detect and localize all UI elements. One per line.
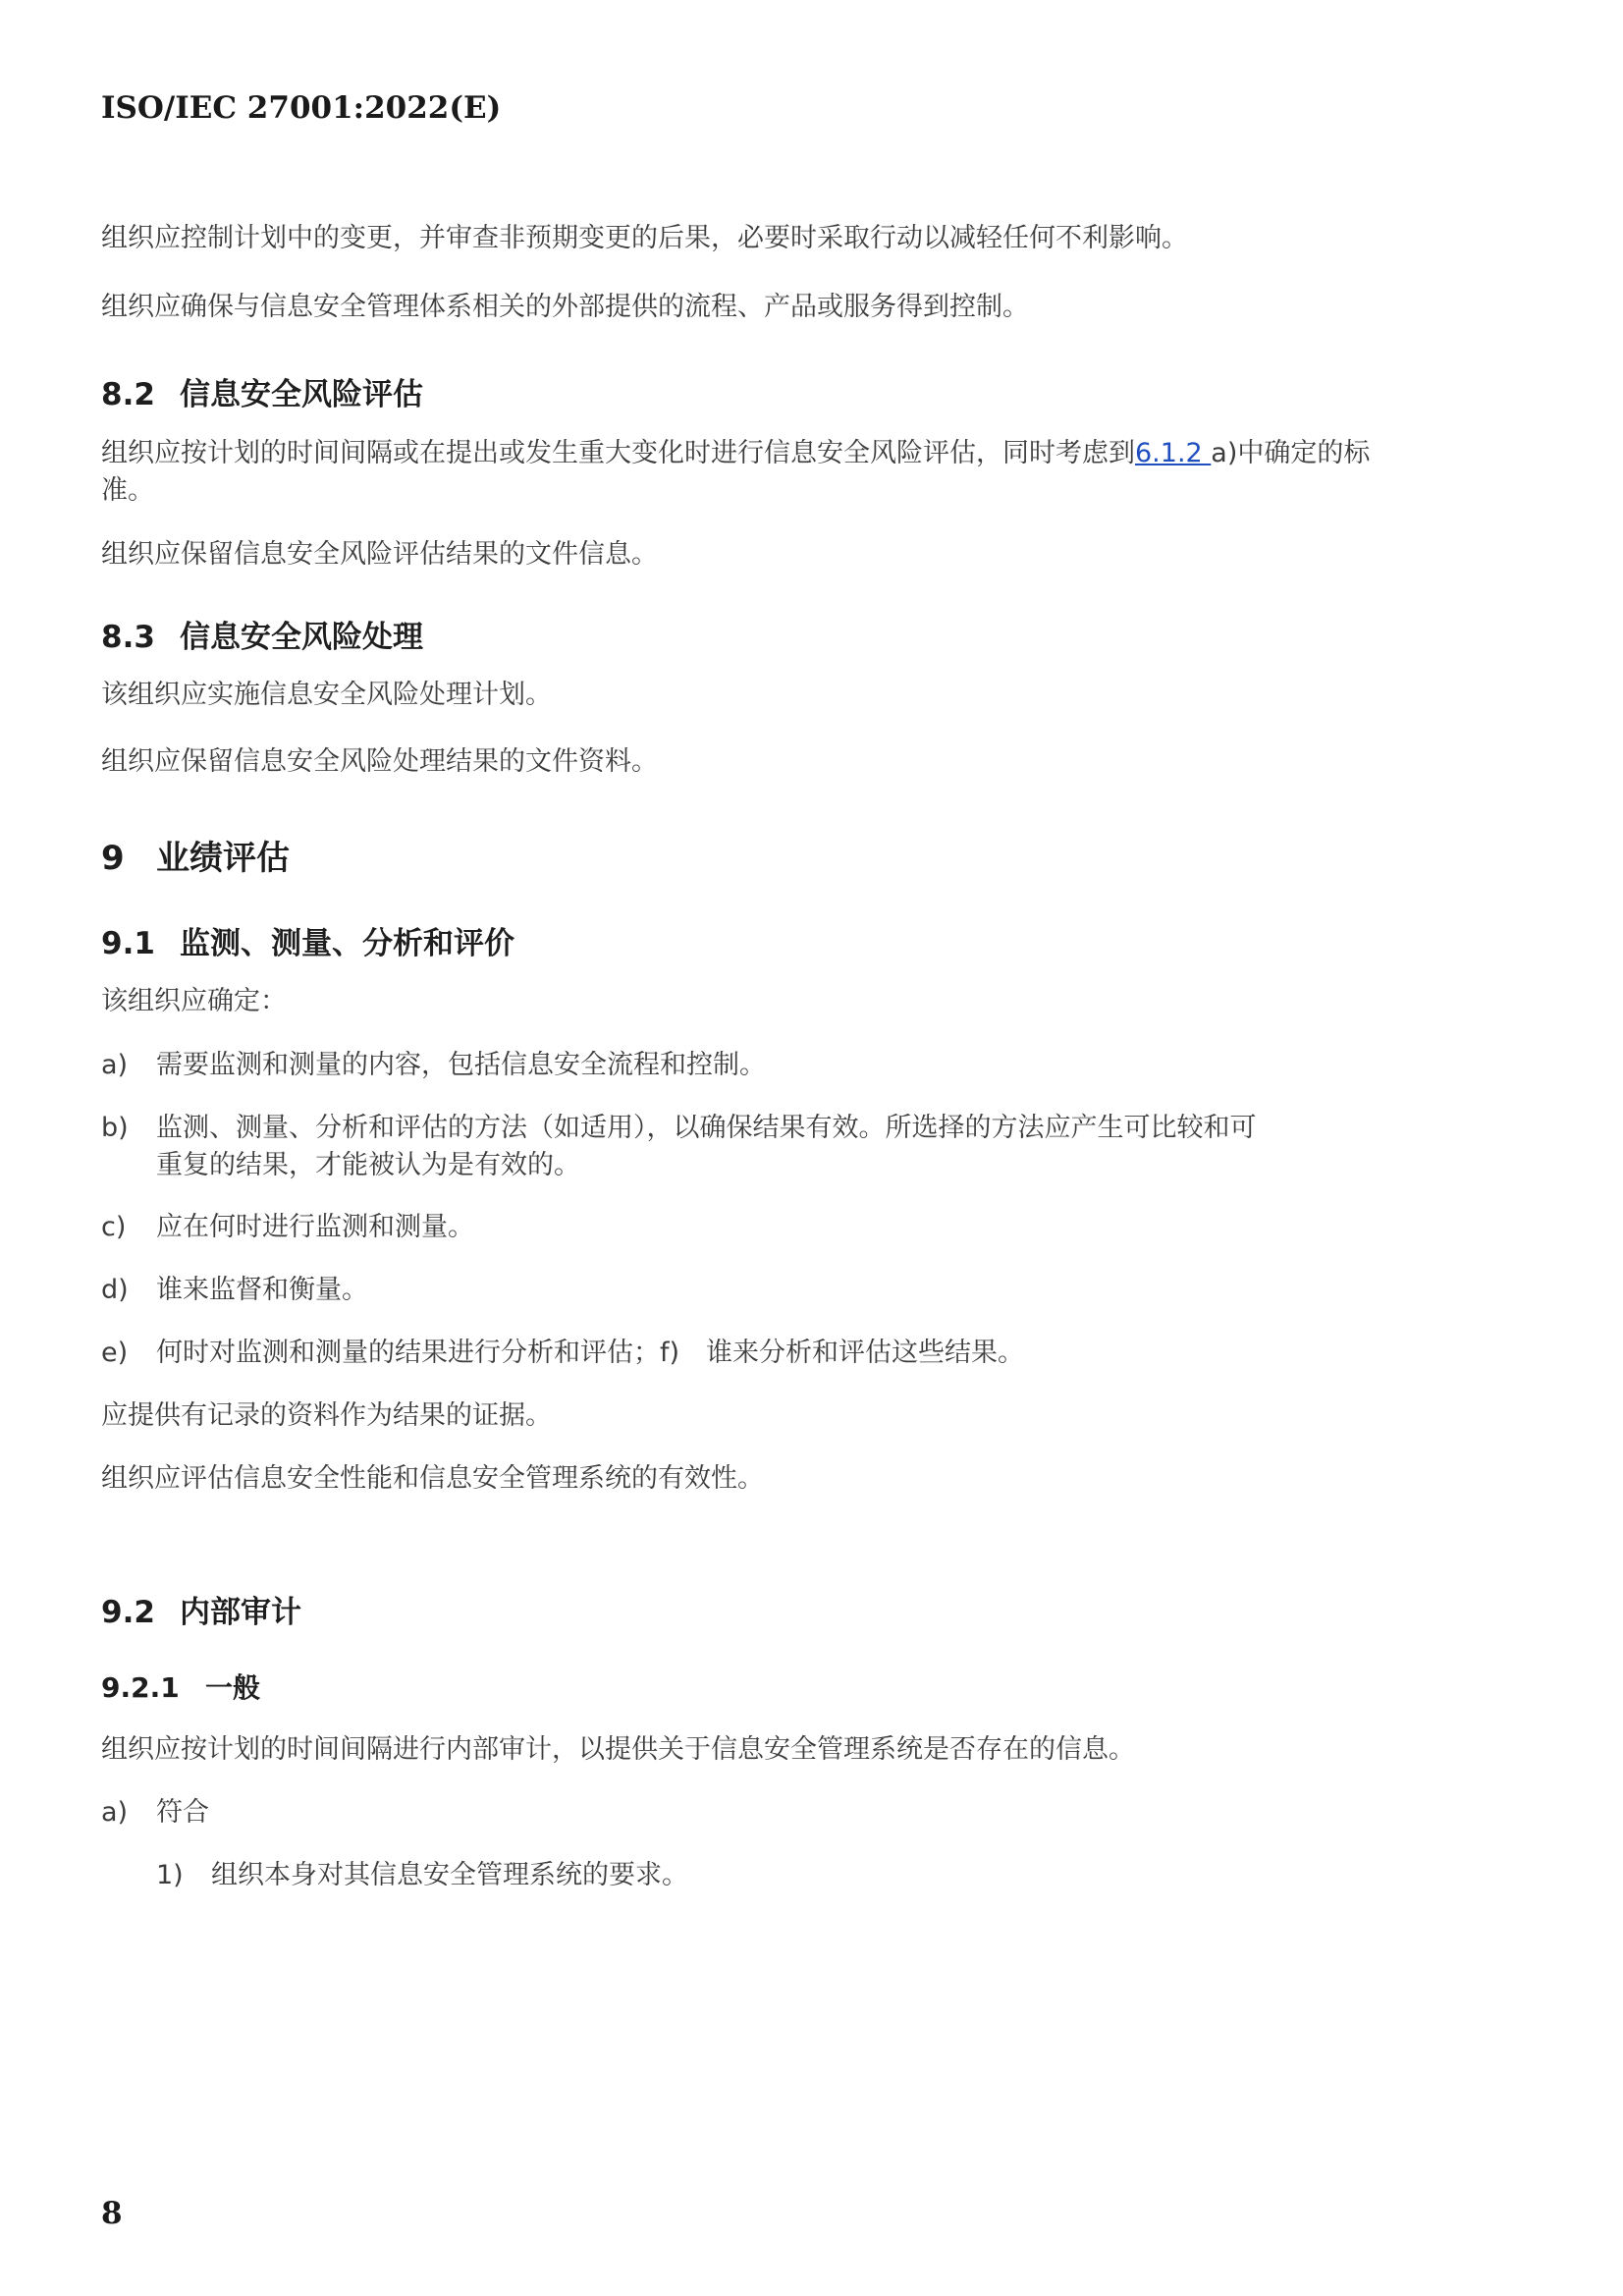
list-item	[101, 1334, 1024, 1373]
page-number: 8	[101, 2196, 123, 2231]
section-9-heading	[101, 831, 290, 879]
clause-reference-link[interactable]: 6.1.2	[1135, 438, 1212, 468]
list-item-text: 组织本身对其信息安全管理系统的要求。	[211, 1860, 688, 1890]
section-9-1-intro: 该组织应确定：	[101, 986, 287, 1016]
list-marker: 1)	[156, 1860, 184, 1890]
list-item	[101, 1109, 1257, 1148]
section-number: 8.2	[101, 377, 155, 412]
section-8-2-paragraph-1-continued: 准。	[101, 475, 154, 506]
list-marker: a)	[101, 1797, 129, 1828]
list-item-continued	[101, 1146, 580, 1185]
section-8-2-paragraph-1	[101, 434, 1370, 473]
paragraph-text: 组织应按计划的时间间隔或在提出或发生重大变化时进行信息安全风险评估，同时考虑到	[101, 438, 1135, 468]
section-title: 内部审计	[180, 1595, 301, 1630]
list-marker: b)	[101, 1113, 129, 1143]
paragraph-text: a)中确定的标	[1211, 438, 1371, 468]
list-marker: c)	[101, 1212, 127, 1242]
list-item	[101, 1793, 209, 1832]
section-9-2-1-paragraph: 组织应按计划的时间间隔进行内部审计，以提供关于信息安全管理系统是否存在的信息。	[101, 1734, 1135, 1765]
section-title: 信息安全风险处理	[180, 620, 423, 655]
section-8-3-heading	[101, 612, 423, 656]
section-title: 监测、测量、分析和评价	[180, 926, 514, 961]
list-marker: e)	[101, 1338, 129, 1368]
list-item	[101, 1046, 766, 1085]
intro-paragraph-1: 组织应控制计划中的变更，并审查非预期变更的后果，必要时采取行动以减轻任何不利影响。	[101, 223, 1188, 253]
intro-paragraph-2: 组织应确保与信息安全管理体系相关的外部提供的流程、产品或服务得到控制。	[101, 292, 1029, 322]
section-title: 一般	[205, 1671, 261, 1704]
section-8-3-paragraph-1: 该组织应实施信息安全风险处理计划。	[101, 680, 552, 710]
sub-list-item	[156, 1856, 688, 1895]
section-number: 9.1	[101, 926, 155, 961]
section-number: 8.3	[101, 620, 155, 655]
list-item-text: 谁来监督和衡量。	[156, 1275, 368, 1305]
list-item	[101, 1271, 368, 1310]
list-marker: a)	[101, 1050, 129, 1080]
document-id-header: ISO/IEC 27001:2022(E)	[101, 90, 502, 126]
section-9-2-1-heading	[101, 1667, 260, 1706]
section-8-3-paragraph-2: 组织应保留信息安全风险处理结果的文件资料。	[101, 746, 658, 777]
section-number: 9	[101, 839, 125, 878]
list-item	[101, 1208, 474, 1247]
list-item-text: 应在何时进行监测和测量。	[156, 1212, 474, 1242]
section-8-2-paragraph-2: 组织应保留信息安全风险评估结果的文件信息。	[101, 539, 658, 570]
section-9-2-heading	[101, 1587, 301, 1631]
section-number: 9.2.1	[101, 1671, 180, 1704]
list-item-text: 监测、测量、分析和评估的方法（如适用），以确保结果有效。所选择的方法应产生可比较和可	[156, 1113, 1257, 1143]
section-title: 业绩评估	[156, 839, 290, 878]
section-9-1-evidence-paragraph: 应提供有记录的资料作为结果的证据。	[101, 1400, 552, 1431]
section-8-2-heading	[101, 369, 423, 413]
list-marker: d)	[101, 1275, 129, 1305]
section-number: 9.2	[101, 1595, 155, 1630]
list-item-text: 需要监测和测量的内容，包括信息安全流程和控制。	[156, 1050, 766, 1080]
list-item-text: 何时对监测和测量的结果进行分析和评估；f) 谁来分析和评估这些结果。	[156, 1338, 1025, 1368]
section-title: 信息安全风险评估	[180, 377, 423, 412]
list-item-text: 符合	[156, 1797, 209, 1828]
list-item-text: 重复的结果，才能被认为是有效的。	[156, 1150, 580, 1180]
section-9-1-evaluate-paragraph: 组织应评估信息安全性能和信息安全管理系统的有效性。	[101, 1463, 764, 1494]
section-9-1-heading	[101, 918, 514, 962]
